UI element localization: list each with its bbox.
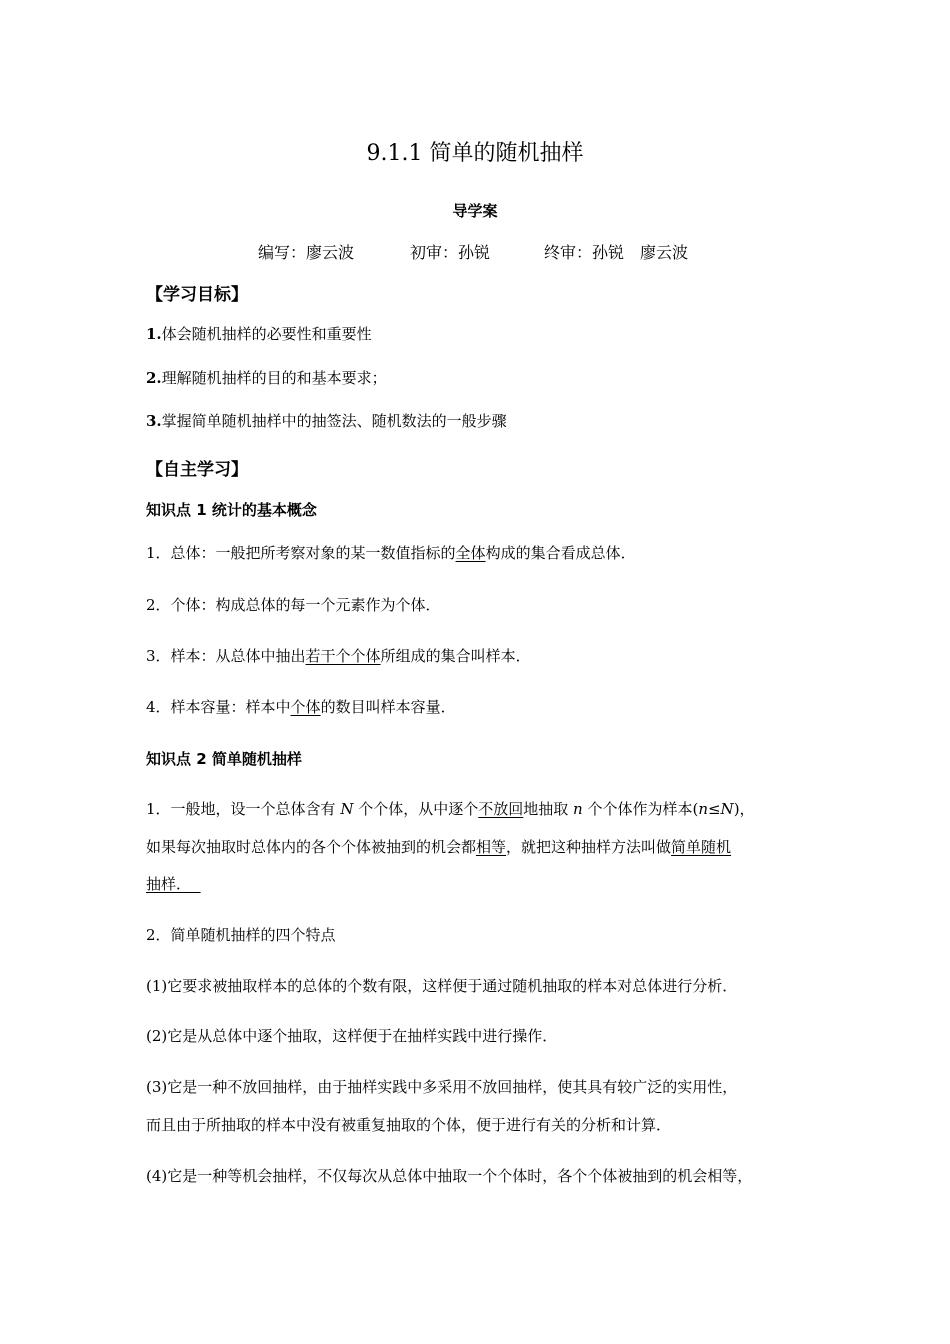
definition-underlined: 不放回 — [478, 800, 524, 818]
concept-underlined: 若干个个体 — [305, 647, 381, 665]
objectives-heading: 【学习目标】 — [146, 285, 248, 305]
objective-number: 1. — [146, 325, 162, 343]
definition-text: ，就把这种抽样方法叫做 — [506, 838, 672, 856]
definition-text: 个个体，从中逐个 — [353, 800, 479, 818]
definition-line-1 — [146, 798, 755, 820]
objective-item — [146, 367, 387, 389]
objective-number: 2. — [146, 369, 162, 387]
concept-item — [146, 696, 456, 718]
feature-line: 而且由于所抽取的样本中没有被重复抽取的个体，便于进行有关的分析和计算． — [146, 1116, 672, 1134]
concept-text: 2．个体：构成总体的每一个元素作为个体． — [146, 596, 441, 614]
credit-editor: 编写：廖云波 — [258, 243, 355, 262]
definition-text: 如果每次抽取时总体内的各个个体被抽到的机会都 — [146, 838, 477, 856]
definition-underlined: 简单随机 — [671, 838, 732, 856]
objective-item — [146, 410, 507, 432]
objective-text: 体会随机抽样的必要性和重要性 — [161, 325, 372, 343]
definition-text: 1．一般地，设一个总体含有 — [146, 800, 341, 818]
concept-text: 4．样本容量：样本中 — [146, 698, 291, 716]
definition-underlined: 相等 — [476, 838, 507, 856]
credit-first-review: 初审：孙锐 — [410, 243, 491, 262]
features-heading: 2．简单随机抽样的四个特点 — [146, 926, 336, 944]
self-study-heading: 【自主学习】 — [146, 460, 248, 480]
document-title: 9.1.1 简单的随机抽样 — [366, 141, 584, 166]
definition-line-3 — [146, 873, 201, 895]
definition-underlined: 抽样． — [146, 875, 192, 893]
definition-text: 地抽取 — [523, 800, 574, 818]
concept-item — [146, 645, 531, 667]
concept-text: 的数目叫样本容量． — [320, 698, 456, 716]
concept-underlined: 全体 — [455, 544, 486, 562]
concept-item — [146, 594, 441, 616]
credits-line — [258, 240, 688, 263]
objective-number: 3. — [146, 412, 162, 430]
concept-text: 所组成的集合叫样本． — [380, 647, 531, 665]
objective-text: 掌握简单随机抽样中的抽签法、随机数法的一般步骤 — [161, 412, 507, 430]
objective-text: 理解随机抽样的目的和基本要求； — [161, 369, 387, 387]
concept-text: 3．样本：从总体中抽出 — [146, 647, 306, 665]
definition-text: )， — [733, 800, 755, 818]
feature-line: (2)它是从总体中逐个抽取，这样便于在抽样实践中进行操作． — [146, 1027, 558, 1045]
concept-text: 1．总体：一般把所考察对象的某一数值指标的 — [146, 544, 456, 562]
feature-line: (1)它要求被抽取样本的总体的个数有限，这样便于通过随机抽取的样本对总体进行分析． — [146, 977, 738, 995]
definition-line-2 — [146, 836, 731, 858]
objective-item — [146, 323, 372, 345]
math-var-n: n — [573, 800, 583, 818]
credit-final-review: 终审：孙锐 廖云波 — [544, 243, 689, 262]
math-var-N: N — [340, 800, 354, 818]
concept-item — [146, 542, 636, 564]
document-subtitle: 导学案 — [452, 202, 498, 220]
math-condition: n≤N — [698, 800, 734, 818]
feature-line: (4)它是一种等机会抽样，不仅每次从总体中抽取一个个体时，各个个体被抽到的机会相等， — [146, 1167, 753, 1185]
definition-text: 个个体作为样本( — [582, 800, 699, 818]
feature-line: (3)它是一种不放回抽样，由于抽样实践中多采用不放回抽样，使其具有较广泛的实用性， — [146, 1078, 738, 1096]
knowledge-point-2-heading: 知识点 2 简单随机抽样 — [146, 750, 302, 768]
knowledge-point-1-heading: 知识点 1 统计的基本概念 — [146, 501, 317, 519]
concept-underlined: 个体 — [290, 698, 321, 716]
concept-text: 构成的集合看成总体． — [485, 544, 636, 562]
